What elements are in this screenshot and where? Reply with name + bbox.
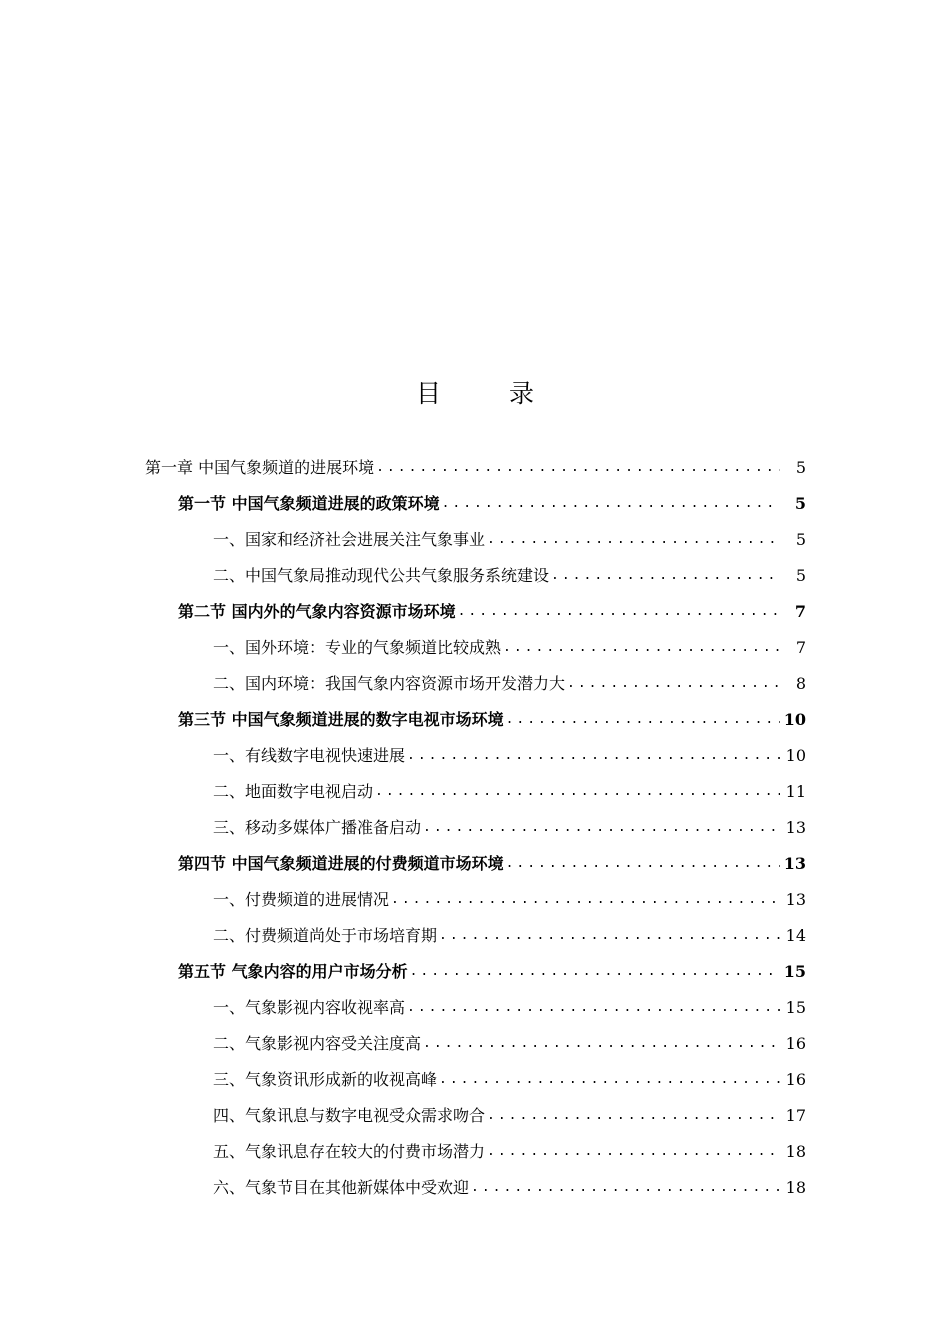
toc-dot-leader — [375, 774, 780, 810]
toc-entry-label: 第二节 国内外的气象内容资源市场环境 — [178, 602, 456, 621]
toc-entry-label: 一、有线数字电视快速进展 — [213, 746, 406, 765]
toc-dot-leader — [458, 594, 780, 630]
toc-dot-leader — [439, 1062, 780, 1098]
toc-entry-label: 二、国内环境：我国气象内容资源市场开发潜力大 — [213, 674, 566, 693]
toc-dot-leader — [471, 1170, 780, 1206]
toc-page-number: 14 — [785, 926, 806, 945]
toc-dot-leader — [376, 450, 780, 486]
toc-page-number: 7 — [794, 602, 806, 621]
toc-page-number: 17 — [785, 1106, 806, 1125]
toc-entry-subsection[interactable] — [0, 810, 950, 846]
toc-page-number: 5 — [795, 530, 806, 549]
toc-entry-label: 一、付费频道的进展情况 — [213, 890, 390, 909]
toc-dot-leader — [551, 558, 780, 594]
toc-page-number: 11 — [785, 782, 806, 801]
toc-entry-label: 四、气象讯息与数字电视受众需求吻合 — [213, 1106, 486, 1125]
toc-page-number: 13 — [783, 854, 806, 873]
toc-dot-leader — [442, 486, 780, 522]
table-of-contents — [0, 450, 950, 1206]
toc-page-number: 16 — [785, 1070, 806, 1089]
toc-title: 目 录 — [416, 379, 564, 408]
toc-entry-label: 第五节 气象内容的用户市场分析 — [178, 962, 408, 981]
toc-entry-subsection[interactable] — [0, 1170, 950, 1206]
toc-entry-subsection[interactable] — [0, 918, 950, 954]
toc-entry-label: 三、气象资讯形成新的收视高峰 — [213, 1070, 438, 1089]
toc-entry-subsection[interactable] — [0, 990, 950, 1026]
toc-page-number: 18 — [785, 1142, 806, 1161]
toc-dot-leader — [506, 846, 780, 882]
toc-entry-section-5[interactable] — [0, 954, 950, 990]
toc-entry-section-4[interactable] — [0, 846, 950, 882]
toc-page-number: 16 — [785, 1034, 806, 1053]
toc-entry-label: 一、国外环境：专业的气象频道比较成熟 — [213, 638, 502, 657]
toc-entry-label: 五、气象讯息存在较大的付费市场潜力 — [213, 1142, 486, 1161]
toc-dot-leader — [506, 702, 780, 738]
toc-dot-leader — [567, 666, 780, 702]
toc-page-number: 15 — [785, 998, 806, 1017]
toc-page-number: 5 — [794, 494, 806, 513]
toc-entry-subsection[interactable] — [0, 522, 950, 558]
toc-dot-leader — [487, 1134, 780, 1170]
toc-entry-subsection[interactable] — [0, 666, 950, 702]
toc-dot-leader — [407, 738, 780, 774]
toc-page-number: 7 — [795, 638, 806, 657]
toc-entry-label: 一、气象影视内容收视率高 — [213, 998, 406, 1017]
toc-entry-subsection[interactable] — [0, 1062, 950, 1098]
toc-page-number: 5 — [795, 566, 806, 585]
toc-dot-leader — [487, 522, 780, 558]
toc-entry-section-3[interactable] — [0, 702, 950, 738]
toc-page-number: 8 — [795, 674, 806, 693]
toc-entry-chapter-1[interactable] — [0, 450, 950, 486]
toc-entry-subsection[interactable] — [0, 1026, 950, 1062]
toc-entry-label: 第三节 中国气象频道进展的数字电视市场环境 — [178, 710, 504, 729]
toc-entry-subsection[interactable] — [0, 1098, 950, 1134]
toc-entry-subsection[interactable] — [0, 630, 950, 666]
toc-entry-subsection[interactable] — [0, 558, 950, 594]
toc-page-number: 10 — [785, 746, 806, 765]
toc-page-number: 15 — [783, 962, 806, 981]
toc-entry-subsection[interactable] — [0, 774, 950, 810]
toc-page-number: 5 — [795, 458, 806, 477]
toc-dot-leader — [407, 990, 780, 1026]
toc-entry-label: 一、国家和经济社会进展关注气象事业 — [213, 530, 486, 549]
toc-entry-subsection[interactable] — [0, 738, 950, 774]
toc-page-number: 13 — [785, 818, 806, 837]
toc-dot-leader — [423, 1026, 780, 1062]
toc-dot-leader — [487, 1098, 780, 1134]
toc-entry-label: 第一节 中国气象频道进展的政策环境 — [178, 494, 440, 513]
toc-entry-label: 六、气象节目在其他新媒体中受欢迎 — [213, 1178, 470, 1197]
toc-entry-section-1[interactable] — [0, 486, 950, 522]
toc-dot-leader — [391, 882, 780, 918]
toc-entry-label: 三、移动多媒体广播准备启动 — [213, 818, 422, 837]
toc-dot-leader — [503, 630, 780, 666]
toc-page-number: 13 — [785, 890, 806, 909]
toc-entry-section-2[interactable] — [0, 594, 950, 630]
toc-entry-label: 二、付费频道尚处于市场培育期 — [213, 926, 438, 945]
toc-entry-label: 二、地面数字电视启动 — [213, 782, 374, 801]
toc-entry-label: 二、气象影视内容受关注度高 — [213, 1034, 422, 1053]
toc-entry-subsection[interactable] — [0, 882, 950, 918]
toc-entry-label: 第四节 中国气象频道进展的付费频道市场环境 — [178, 854, 504, 873]
toc-dot-leader — [410, 954, 780, 990]
toc-page-number: 10 — [783, 710, 806, 729]
toc-dot-leader — [423, 810, 780, 846]
toc-entry-label: 第一章 中国气象频道的进展环境 — [145, 458, 375, 477]
toc-page-number: 18 — [785, 1178, 806, 1197]
toc-entry-subsection[interactable] — [0, 1134, 950, 1170]
toc-dot-leader — [439, 918, 780, 954]
toc-entry-label: 二、中国气象局推动现代公共气象服务系统建设 — [213, 566, 550, 585]
